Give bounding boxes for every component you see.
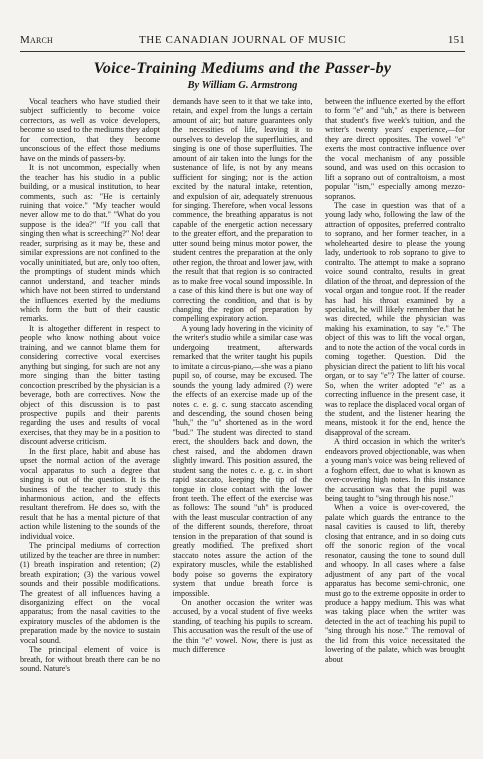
paragraph: It is altogether different in respect to people who know nothing about voice training, and we cannot blame them for considering corrective vocal exercises anything but singing, for such are not any more singing than the bitter tasting concoction prescribed by the physician is a beverage, both are correctives. Now the object of this discussion is to past prospective pupils and their parents regarding the uses and results of vocal exercises, that they may be in a position to discount adverse criticism.: [20, 323, 160, 447]
paragraph: The principal mediums of correction utilized by the teacher are three in number: (1) breath inspiration and retention; (2) breath expiration; (3) the various vowel sounds and their possible modifications. The greatest of all influences having a disorganizing effect on the vocal apparatus; from the nasal cavities to the expiratory muscles of the abdomen is the preparation made by the novice to sustain vocal sound.: [20, 541, 160, 645]
paragraph: On another occasion the writer was accused, by a vocal student of five weeks standing, of teaching his pupils to scream. This accusation was the result of the use of the thin "e" vowel. Now, there is just as much difference: [172, 598, 313, 655]
text-column-1: [20, 97, 160, 749]
page-number: 151: [447, 34, 465, 46]
paragraph: The principal element of voice is breath, for without breath there can be no sound. Nature's: [20, 645, 160, 674]
header-rule: [20, 51, 465, 52]
paragraph: between the influence exerted by the effort to form "e" and "uh," as there is between that student's five week's tuition, and the writer's twenty years' experience,—for they are direct opposites. The vowel "e" exerts the most contractive influence over the vocal mechanism of any possible sound, and was used on this occasion to lift a soprano out of contraltoism, a most popular "ism," especially among mezzo-sopranos.: [325, 97, 465, 201]
paragraph: The case in question was that of a young lady who, following the law of the attraction of opposites, preferred contralto to soprano, and her former teacher, in a wholehearted desire to please the young lady, undertook to rob soprano to give to contralto. The attempt to make a soprano voice sound contralto, results in great dilation of the throat, and depression of the vocal organ and tongue root. If the reader has had his throat examined by a specialist, he will likely remember that he was directed, while the physician was making his examination, to say "e." The object of this was to lift the vocal organ, and to note the action of the vocal cords in coming together. Question. Did the physician direct the patient to lift his vocal organ, or to say "e"? The latter of course. So, when the writer adopted "e" as a correcting influence in the present case, it was to replace the displaced vocal organ of the student, and the listener hearing the means, mistook it for the end, hence the disapproval of the scream.: [325, 200, 465, 437]
running-header: [20, 34, 465, 48]
paragraph: It is not uncommon, especially when the teacher has his studio in a public building, or a musical institution, to hear comments, such as: "He is certainly ruining that voice." "My teacher would never allow me to do that." "What do you suppose is the idea?" "If you call that singing then what is screeching?" No! dear reader, surprising as it may be, these and similar expressions are not confined to the vocally uninitiated, but are, only too often, the promptings of student minds which cannot understand, and teacher minds which have not been stirred to understand the influences exerted by the mediums which form the butt of their caustic remarks.: [20, 163, 160, 324]
paragraph: When a voice is over-covered, the palate which guards the entrance to the nasal cavities is caused to lift, thereby closing that entrance, and in so doing cuts off the sonoric region of the vocal resonator, causing the tone to sound dull and whoopy. In all cases where a false adjustment of any part of the vocal apparatus has become semi-chronic, one must go to the extreme opposite in order to produce a happy medium. This was what was taking place when the writer was detected in the act of teaching his pupil to "sing through his nose." The removal of the lid from this voice necessitated the lowering of the palate, which was brought about: [325, 503, 465, 664]
paragraph: A third occasion in which the writer's endeavors proved objectionable, was when a young man's voice was being relieved of a foghorn effect, due to what is known as over-covering high notes. In this instance the accusation was that the pupil was being taught to "sing through his nose.": [325, 437, 465, 504]
article-byline: By William G. Armstrong: [187, 80, 298, 91]
text-column-3: [325, 97, 465, 749]
paragraph: In the first place, habit and abuse has upset the normal action of the average vocal apparatus to such a degree that singing is out of the question. It is the business of the teacher to study this inharmonious action, and the effects resultant therefrom. He does so, with the result that he has a mental picture of that action while listening to the sounds of the individual voice.: [20, 446, 160, 541]
header-journal-title: THE CANADIAN JOURNAL OF MUSIC: [138, 34, 347, 46]
article-body: [20, 97, 465, 749]
text-column-2: [173, 97, 313, 749]
paragraph: A young lady hovering in the vicinity of the writer's studio while a similar case was undergoing treatment, afterwards remarked that the writer taught his pupils to imitate a circus-piano,—she was a piano pupil so, of course, may be excused. The sounds the young lady admired (?) were the effects of an exercise made up of the notes c. e. g. c. sung staccato ascending and descending, the sound chosen being "huh," the "u" shortened as in the word "bud." The student was directed to stand erect, the shoulders back and down, the chest raised, and the abdomen drawn slightly inward. This position assured, the student sang the notes c. e. g. c. in short rapid staccato, keeping the tip of the tongue in close contact with the lower front teeth. The effect of the exercise was as follows: The sound "uh" is produced with the least muscular contraction of any of the different sounds, therefore, throat tension in the preparation of that sound is greatly modified. The prefixed short staccato notes assure the action of the expiratory muscles, while the established body poise so governs the expiratory system that undue breath force is impossible.: [172, 323, 313, 598]
paragraph: Vocal teachers who have studied their subject sufficiently to become voice correctors, as well as voice developers, become so used to the mediums they adopt for correction, that they become unconscious of the effect those mediums have on the minds of passers-by.: [20, 97, 160, 163]
header-month: March: [20, 34, 54, 46]
article-title: Voice-Training Mediums and the Passer-by: [93, 60, 392, 77]
paragraph: demands have seen to it that we take into, retain, and expel from the lungs a certain amount of air; but nature guarantees only the necessities of life, leaving it to ourselves to develop the superfluities, and singing is one of those superfluities. The amount of air taken into the lungs for the sustenance of life, is not by any means sufficient for singing; nor is the action excited by the natural intake, retention, and expulsion of air, adequately strenuous for singing. Therefore, when vocal lessons commence, the breathing apparatus is not capable of the energetic action necessary to the greater effort, and the preparation to utter sound being minus motor power, the student centres the preparation at the only other region, the throat and lower jaw, with the result that that region is so contracted as to make free vocal sound impossible. In a case of this kind there is but one way of correcting the condition, and that is by changing the region of preparation by compelling expiratory action.: [172, 97, 313, 324]
